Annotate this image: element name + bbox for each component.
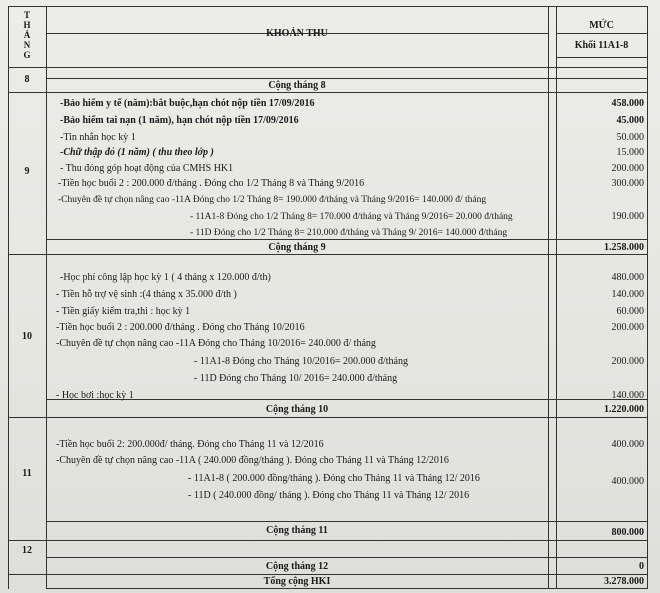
month-9-total: 1.258.000 xyxy=(604,242,644,253)
m11-amount-3: 400.000 xyxy=(611,476,644,487)
m9-amount-2: 45.000 xyxy=(616,115,644,126)
month-9-label: 9 xyxy=(24,166,30,177)
m9-item-4: -Chữ thập đỏ (1 năm) ( thu theo lớp ) xyxy=(60,147,214,158)
m11-item-3: - 11A1-8 ( 200.000 đồng/tháng ). Đóng cho Tháng 11 và Tháng 12/ 2016 xyxy=(188,473,480,484)
month-11-total: 800.000 xyxy=(611,527,644,538)
m11-amount-1: 400.000 xyxy=(611,439,644,450)
header-khoi: Khối 11A1-8 xyxy=(574,40,629,51)
m10-item-5: -Chuyên đề tự chọn nâng cao -11A Đóng cho Tháng 10/2016= 240.000 đ/ tháng xyxy=(56,338,376,349)
month-12-total-label: Cộng tháng 12 xyxy=(265,561,329,572)
m10-item-1: -Học phí công lập học kỳ 1 ( 4 tháng x 120.000 đ/th) xyxy=(60,272,271,283)
month-11-total-label: Cộng tháng 11 xyxy=(266,525,328,536)
header-thang-g: G xyxy=(23,50,31,60)
m9-item-5: - Thu đóng góp hoạt động của CMHS HK1 xyxy=(60,163,234,174)
fee-table xyxy=(8,6,648,589)
m11-item-4: - 11D ( 240.000 đồng/ tháng ). Đóng cho Tháng 11 và Tháng 12/ 2016 xyxy=(188,490,470,501)
m11-item-1: -Tiền học buổi 2: 200.000đ/ tháng. Đóng cho Tháng 11 và 12/2016 xyxy=(56,439,324,450)
m10-amount-8: 140.000 xyxy=(611,390,644,401)
m10-item-4: -Tiền học buổi 2 : 200.000 đ/tháng . Đóng cho Tháng 10/2016 xyxy=(56,322,305,333)
m11-item-2: -Chuyên đề tự chọn nâng cao -11A ( 240.000 đồng/tháng ). Đóng cho Tháng 11 và Tháng 12/2016 xyxy=(56,455,449,466)
m9-amount-1: 458.000 xyxy=(611,98,644,109)
m9-amount-4: 15.000 xyxy=(616,147,644,158)
m10-item-7: - 11D Đóng cho Tháng 10/ 2016= 240.000 đ/tháng xyxy=(194,373,398,384)
m10-amount-6: 200.000 xyxy=(611,356,644,367)
month-8-total-label: Cộng tháng 8 xyxy=(268,80,326,91)
month-10-total-label: Cộng tháng 10 xyxy=(265,404,329,415)
month-10-total: 1.220.000 xyxy=(604,404,644,415)
m10-amount-2: 140.000 xyxy=(611,289,644,300)
month-8-label: 8 xyxy=(24,74,30,85)
grand-total-label: Tổng cộng HKI xyxy=(263,576,331,587)
m10-amount-3: 60.000 xyxy=(616,306,644,317)
m9-amount-3: 50.000 xyxy=(616,132,644,143)
grand-total-value: 3.278.000 xyxy=(604,576,644,587)
m10-item-6: - 11A1-8 Đóng cho Tháng 10/2016= 200.000 đ/tháng xyxy=(194,356,408,367)
m9-item-1: -Bảo hiểm y tế (năm):bắt buộc,hạn chót nộp tiền 17/09/2016 xyxy=(60,98,315,109)
month-11-label: 11 xyxy=(22,468,32,479)
m9-item-9: - 11D Đóng cho 1/2 Tháng 8= 210.000 đ/tháng và Tháng 9/ 2016= 140.000 đ/tháng xyxy=(190,228,508,238)
month-9-total-label: Cộng tháng 9 xyxy=(268,242,326,253)
header-muc: MỨC xyxy=(589,20,614,31)
m9-amount-8: 190.000 xyxy=(611,211,644,222)
m10-item-2: - Tiền hỗ trợ vệ sinh :(4 tháng x 35.000 đ/th ) xyxy=(56,289,237,300)
header-thang-a: Á xyxy=(23,30,31,40)
m10-item-8: - Học bơi :học kỳ 1 xyxy=(56,390,134,401)
header-thang-h: H xyxy=(23,20,31,30)
m10-item-3: - Tiền giấy kiểm tra,thi : học kỳ 1 xyxy=(56,306,191,317)
m10-amount-1: 480.000 xyxy=(611,272,644,283)
m9-item-6: -Tiền học buổi 2 : 200.000 đ/tháng . Đóng cho 1/2 Tháng 8 và Tháng 9/2016 xyxy=(58,178,365,189)
m9-amount-6: 300.000 xyxy=(611,178,644,189)
m9-amount-5: 200.000 xyxy=(611,163,644,174)
header-khoan-thu: KHOẢN THU xyxy=(266,28,328,39)
m10-amount-4: 200.000 xyxy=(611,322,644,333)
header-thang-n: N xyxy=(23,40,31,50)
month-12-label: 12 xyxy=(22,545,32,556)
header-thang-t: T xyxy=(23,10,30,20)
m9-item-3: -Tin nhắn học kỳ 1 xyxy=(60,132,136,143)
m9-item-2: -Bảo hiểm tai nạn (1 năm), hạn chót nộp tiền 17/09/2016 xyxy=(60,115,299,126)
month-12-total: 0 xyxy=(639,561,644,572)
m9-item-8: - 11A1-8 Đóng cho 1/2 Tháng 8= 170.000 đ/tháng và Tháng 9/2016= 20.000 đ/tháng xyxy=(190,212,513,222)
m9-item-7: -Chuyên đề tự chọn nâng cao -11A Đóng cho 1/2 Tháng 8= 190.000 đ/tháng và Tháng 9/2016= 140.000 đ/ tháng xyxy=(58,195,487,205)
month-10-label: 10 xyxy=(22,331,32,342)
